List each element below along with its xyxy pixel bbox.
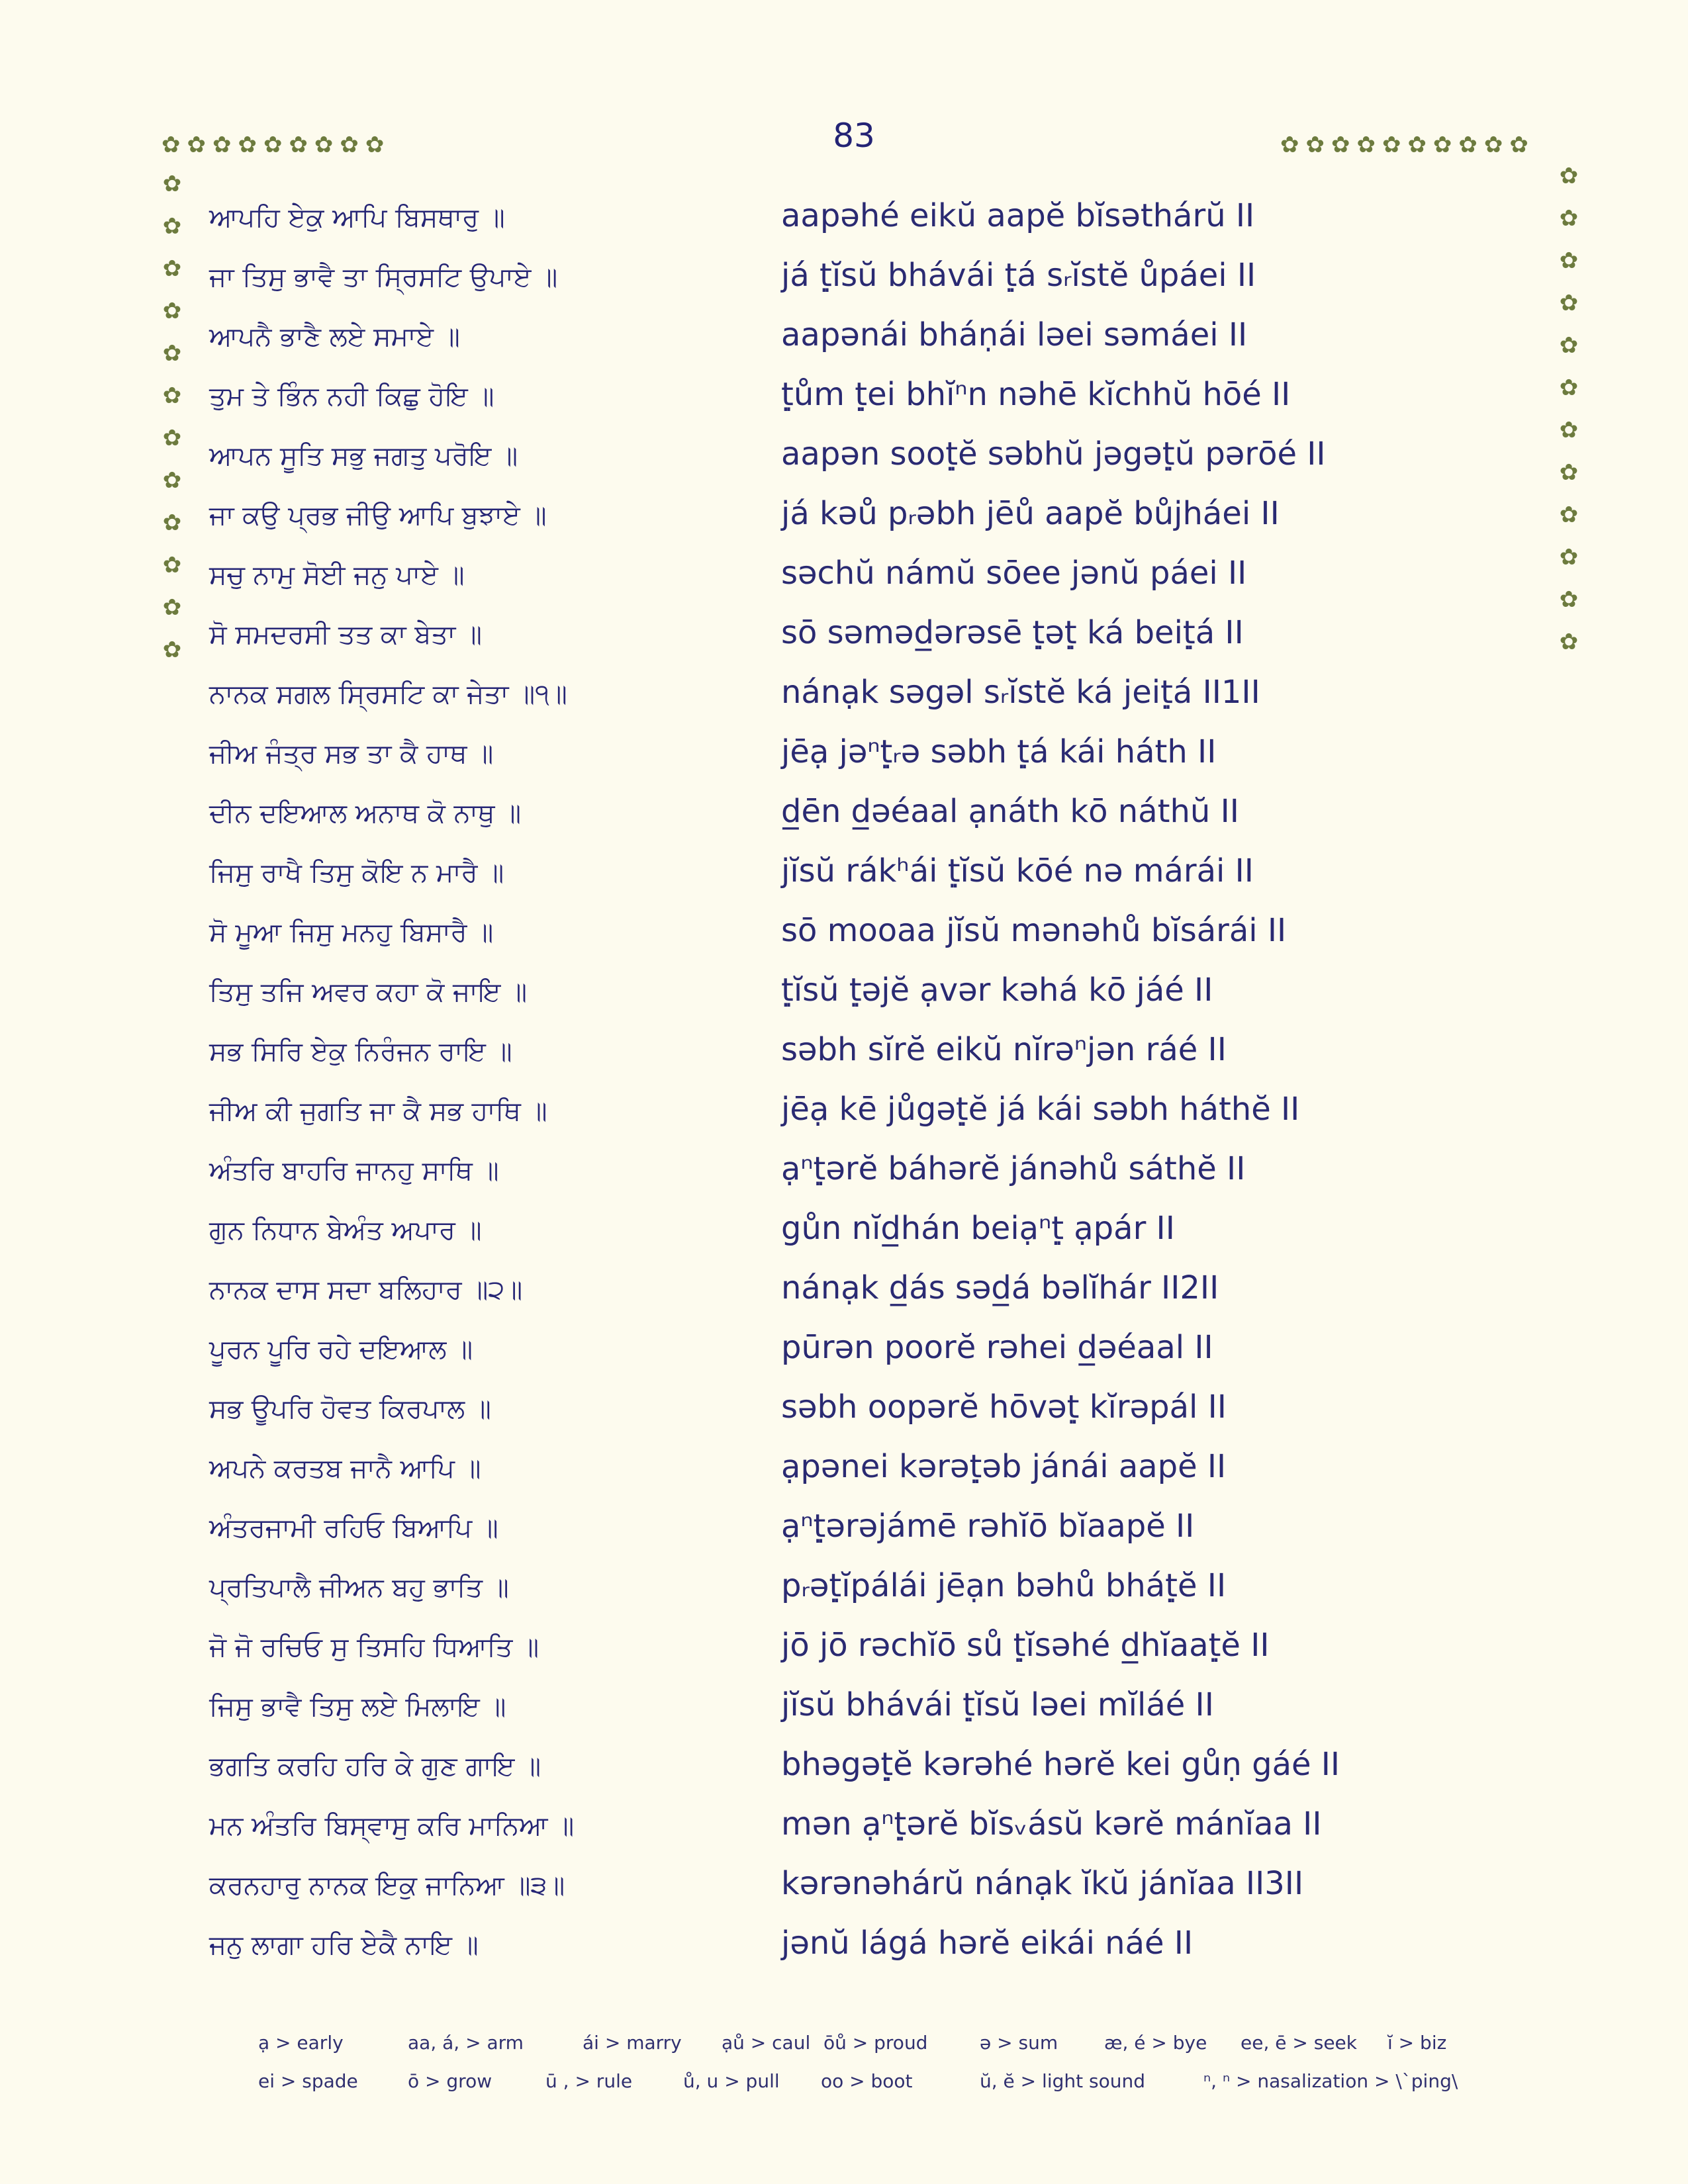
gurmukhi-line: ਜੋ ਜੋ ਰਚਿਓ ਸੁ ਤਿਸਹਿ ਧਿਆਤਿ ॥ xyxy=(209,1632,539,1662)
transliteration-line: səbh oopərĕ hōvəṭ̣ kĭrəpál II xyxy=(781,1388,1227,1426)
transliteration-line: səchŭ námŭ sōee jənŭ páei II xyxy=(781,555,1247,592)
gurmukhi-line: ਤੁਮ ਤੇ ਭਿੰਨ ਨਹੀ ਕਿਛੁ ਹੋਇ ॥ xyxy=(209,381,494,412)
transliteration-line: aapəhé eikŭ aapĕ bĭsəthárŭ II xyxy=(781,197,1255,234)
transliteration-line: d̲ēn d̲əéaal ạnáth kō náthŭ II xyxy=(781,793,1239,830)
transliteration-line: já kəů pᵣəbh jēů aapĕ bůjháei II xyxy=(781,495,1280,532)
verse-row xyxy=(0,1686,1688,1746)
gurmukhi-line: ਅੰਤਰਜਾਮੀ ਰਹਿਓ ਬਿਆਪਿ ॥ xyxy=(209,1513,498,1543)
flower-icon: ✿ xyxy=(162,594,182,621)
verse-row xyxy=(0,555,1688,614)
legend-item: ạů > caul xyxy=(722,2032,811,2054)
verse-row xyxy=(0,1508,1688,1567)
gurmukhi-line: ਪ੍ਰਤਿਪਾਲੈ ਜੀਅਨ ਬਹੁ ਭਾਤਿ ॥ xyxy=(209,1572,509,1603)
verse-row xyxy=(0,1746,1688,1805)
legend-item: ŭ, ĕ > light sound xyxy=(980,2070,1145,2092)
flower-icon: ✿ xyxy=(162,467,182,494)
transliteration-line: ṭ̣ĭsŭ ṭ̣əjĕ ạvər kəhá kō jáé II xyxy=(781,972,1213,1009)
legend-item: ái > marry xyxy=(583,2032,682,2054)
gurmukhi-line: ਆਪਨੈ ਭਾਣੈ ਲਏ ਸਮਾਏ ॥ xyxy=(209,322,460,352)
transliteration-line: jĭsŭ rákʰái ṭ̣ĭsŭ kōé nə márái II xyxy=(781,852,1254,889)
verse-row xyxy=(0,376,1688,435)
gurmukhi-line: ਮਨ ਅੰਤਰਿ ਬਿਸ੍ਵਾਸੁ ਕਰਿ ਮਾਨਿਆ ॥ xyxy=(209,1811,575,1841)
verse-row xyxy=(0,1925,1688,1984)
transliteration-line: kərənəhárŭ nánạk ĭkŭ jánĭaa II3II xyxy=(781,1865,1304,1902)
flower-icon: ✿ xyxy=(162,637,182,663)
legend-item: ū , > rule xyxy=(545,2070,633,2092)
verse-row xyxy=(0,1805,1688,1865)
legend-item: ōů > proud xyxy=(823,2032,928,2054)
gurmukhi-line: ਭਗਤਿ ਕਰਹਿ ਹਰਿ ਕੇ ਗੁਣ ਗਾਇ ॥ xyxy=(209,1751,541,1782)
gurmukhi-line: ਸੋ ਸਮਦਰਸੀ ਤਤ ਕਾ ਬੇਤਾ ॥ xyxy=(209,619,483,650)
flower-icon: ✿ xyxy=(1559,205,1579,232)
transliteration-line: pūrən poorĕ rəhei d̲əéaal II xyxy=(781,1329,1213,1366)
verse-row xyxy=(0,1567,1688,1627)
transliteration-line: já ṭ̣ĭsŭ bhávái ṭ̣á sᵣĭstĕ ůpáei II xyxy=(781,257,1256,294)
transliteration-line: gůn nĭd̲hán beiạⁿṭ̣ ạpár II xyxy=(781,1210,1175,1247)
transliteration-line: ạpənei kərəṭ̣əb jánái aapĕ II xyxy=(781,1448,1227,1485)
verse-row xyxy=(0,614,1688,674)
verse-row xyxy=(0,197,1688,257)
verse-row xyxy=(0,1031,1688,1091)
verse-row xyxy=(0,1329,1688,1388)
transliteration-line: səbh sĭrĕ eikŭ nĭrəⁿjən ráé II xyxy=(781,1031,1227,1068)
transliteration-line: jēạ kē jůgəṭ̣ĕ já kái səbh háthĕ II xyxy=(781,1091,1300,1128)
transliteration-line: aapən sooṭ̣ĕ səbhŭ jəgəṭ̣ŭ pərōé II xyxy=(781,435,1326,473)
verse-row xyxy=(0,1865,1688,1925)
gurmukhi-line: ਜਿਸੁ ਰਾਖੈ ਤਿਸੁ ਕੋਇ ਨ ਮਾਰੈ ॥ xyxy=(209,858,504,888)
transliteration-line: nánạk səgəl sᵣĭstĕ ká jeiṭ̣á II1II xyxy=(781,674,1260,711)
flower-icon: ✿ xyxy=(1559,417,1579,443)
verse-row xyxy=(0,257,1688,316)
legend-item: ə > sum xyxy=(980,2032,1058,2054)
verse-row xyxy=(0,1210,1688,1269)
verse-row xyxy=(0,1627,1688,1686)
verse-row xyxy=(0,316,1688,376)
gurmukhi-line: ਅਪਨੇ ਕਰਤਬ ਜਾਨੈ ਆਪਿ ॥ xyxy=(209,1453,481,1484)
legend-row xyxy=(258,2070,1516,2109)
verse-row xyxy=(0,852,1688,912)
verse-row xyxy=(0,972,1688,1031)
flower-icon: ✿ xyxy=(162,298,182,324)
flower-icon: ✿ xyxy=(162,510,182,536)
flower-icon: ✿ xyxy=(1559,502,1579,528)
transliteration-line: ṭ̣ům ṭ̣ei bhĭⁿn nəhē kĭchhŭ hōé II xyxy=(781,376,1291,413)
legend-item: oo > boot xyxy=(821,2070,913,2092)
transliteration-line: ạⁿṭ̣ərĕ báhərĕ jánəhů sáthĕ II xyxy=(781,1150,1246,1187)
verse-row xyxy=(0,435,1688,495)
verse-row xyxy=(0,1388,1688,1448)
transliteration-line: mən ạⁿṭ̣ərĕ bĭsᵥásŭ kərĕ mánĭaa II xyxy=(781,1805,1322,1843)
flower-icon: ✿ xyxy=(1559,459,1579,486)
verse-row xyxy=(0,1448,1688,1508)
legend-item: ů, u > pull xyxy=(683,2070,780,2092)
verse-row xyxy=(0,1269,1688,1329)
transliteration-line: aapənái bháṇái ləei səmáei II xyxy=(781,316,1248,353)
flower-icon: ✿ xyxy=(162,255,182,282)
gurmukhi-line: ਦੀਨ ਦਇਆਲ ਅਨਾਥ ਕੋ ਨਾਥੁ ॥ xyxy=(209,798,522,829)
gurmukhi-line: ਨਾਨਕ ਸਗਲ ਸ੍ਰਿਸਟਿ ਕਾ ਜੇਤਾ ॥੧॥ xyxy=(209,679,567,709)
gurmukhi-line: ਸਭ ਸਿਰਿ ਏਕੁ ਨਿਰੰਜਨ ਰਾਇ ॥ xyxy=(209,1036,512,1067)
top-left-ornament xyxy=(162,134,391,156)
verse-row xyxy=(0,1150,1688,1210)
legend-item: ĭ > biz xyxy=(1387,2032,1447,2054)
flower-icon: ✿ xyxy=(1559,586,1579,613)
flower-icon: ✿ xyxy=(1559,375,1579,401)
flower-icon: ✿ xyxy=(1559,248,1579,274)
gurmukhi-line: ਤਿਸੁ ਤਜਿ ਅਵਰ ਕਹਾ ਕੋ ਜਾਇ ॥ xyxy=(209,977,528,1007)
flower-icon: ✿ xyxy=(1559,332,1579,359)
verse-row xyxy=(0,912,1688,972)
flower-icon: ✿✿✿✿✿✿✿✿✿✿ xyxy=(1280,132,1535,158)
gurmukhi-line: ਕਰਨਹਾਰੁ ਨਾਨਕ ਇਕੁ ਜਾਨਿਆ ॥੩॥ xyxy=(209,1870,565,1901)
legend-item: ạ > early xyxy=(258,2032,344,2054)
gurmukhi-line: ਜਿਸੁ ਭਾਵੈ ਤਿਸੁ ਲਏ ਮਿਲਾਇ ॥ xyxy=(209,1692,506,1722)
flower-icon: ✿ xyxy=(162,425,182,451)
legend-item: aa, á, > arm xyxy=(408,2032,524,2054)
transliteration-line: pᵣəṭ̣ĭpálái jēạn bəhů bháṭ̣ĕ II xyxy=(781,1567,1227,1604)
page-number: 83 xyxy=(833,116,875,155)
legend-item: ee, ē > seek xyxy=(1241,2032,1357,2054)
gurmukhi-line: ਜੀਅ ਕੀ ਜੁਗਤਿ ਜਾ ਕੈ ਸਭ ਹਾਥਿ ॥ xyxy=(209,1096,547,1126)
gurmukhi-line: ਆਪਹਿ ਏਕੁ ਆਪਿ ਬਿਸਥਾਰੁ ॥ xyxy=(209,203,505,233)
gurmukhi-line: ਸਚੁ ਨਾਮੁ ਸੋਈ ਜਨੁ ਪਾਏ ॥ xyxy=(209,560,465,590)
transliteration-line: jənŭ lágá hərĕ eikái náé II xyxy=(781,1925,1194,1962)
legend-item: æ, é > bye xyxy=(1104,2032,1207,2054)
transliteration-line: jō jō rəchĭō sů ṭ̣ĭsəhé d̲hĭaaṭ̣ĕ II xyxy=(781,1627,1270,1664)
legend-row xyxy=(258,2032,1516,2070)
gurmukhi-line: ਜੀਅ ਜੰਤ੍ਰ ਸਭ ਤਾ ਕੈ ਹਾਥ ॥ xyxy=(209,739,494,769)
gurmukhi-line: ਪੂਰਨ ਪੂਰਿ ਰਹੇ ਦਇਆਲ ॥ xyxy=(209,1334,473,1365)
legend-item: ō > grow xyxy=(408,2070,492,2092)
flower-icon: ✿ xyxy=(1559,544,1579,570)
verse-row xyxy=(0,1091,1688,1150)
flower-icon: ✿ xyxy=(162,213,182,240)
legend-item: ⁿ, ⁿ > nasalization > \`ping\ xyxy=(1203,2070,1458,2092)
gurmukhi-line: ਅੰਤਰਿ ਬਾਹਰਿ ਜਾਨਹੁ ਸਾਥਿ ॥ xyxy=(209,1156,499,1186)
verse-row xyxy=(0,733,1688,793)
gurmukhi-line: ਜਨੁ ਲਾਗਾ ਹਰਿ ਏਕੈ ਨਾਇ ॥ xyxy=(209,1930,479,1960)
gurmukhi-line: ਗੁਨ ਨਿਧਾਨ ਬੇਅੰਤ ਅਪਾਰ ॥ xyxy=(209,1215,482,1246)
gurmukhi-line: ਸੋ ਮੂਆ ਜਿਸੁ ਮਨਹੁ ਬਿਸਾਰੈ ॥ xyxy=(209,917,494,948)
transliteration-line: jēạ jəⁿṭ̣ᵣə səbh ṭ̣á kái háth II xyxy=(781,733,1217,770)
verse-row xyxy=(0,793,1688,852)
transliteration-line: nánạk d̲ás səd̲á bəlĭhár II2II xyxy=(781,1269,1219,1306)
flower-icon: ✿ xyxy=(162,383,182,409)
flower-icon: ✿ xyxy=(1559,163,1579,189)
pronunciation-legend xyxy=(258,2032,1516,2109)
flower-icon: ✿ xyxy=(162,552,182,578)
transliteration-line: sō səməd̲ərəsē ṭ̣əṭ̣ ká beiṭ̣á II xyxy=(781,614,1244,651)
transliteration-line: ạⁿṭ̣ərəjámē rəhĭō bĭaapĕ II xyxy=(781,1508,1195,1545)
gurmukhi-line: ਨਾਨਕ ਦਾਸ ਸਦਾ ਬਲਿਹਾਰ ॥੨॥ xyxy=(209,1275,523,1305)
verse-row xyxy=(0,495,1688,555)
gurmukhi-line: ਆਪਨ ਸੂਤਿ ਸਭੁ ਜਗਤੁ ਪਰੋਇ ॥ xyxy=(209,441,518,471)
verse-list xyxy=(0,197,1688,1984)
flower-icon: ✿✿✿✿✿✿✿✿✿ xyxy=(162,132,391,158)
transliteration-line: bhəgəṭ̣ĕ kərəhé hərĕ kei gůṇ gáé II xyxy=(781,1746,1340,1783)
flower-icon: ✿ xyxy=(1559,629,1579,655)
top-right-ornament xyxy=(1280,134,1535,156)
flower-icon: ✿ xyxy=(1559,290,1579,316)
transliteration-line: sō mooaa jĭsŭ mənəhů bĭsárái II xyxy=(781,912,1287,949)
verse-row xyxy=(0,674,1688,733)
gurmukhi-line: ਜਾ ਕਉ ਪ੍ਰਭ ਜੀਉ ਆਪਿ ਬੁਝਾਏ ॥ xyxy=(209,500,547,531)
transliteration-line: jĭsŭ bhávái ṭ̣ĭsŭ ləei mĭláé II xyxy=(781,1686,1214,1723)
gurmukhi-line: ਜਾ ਤਿਸੁ ਭਾਵੈ ਤਾ ਸ੍ਰਿਸਟਿ ਉਪਾਏ ॥ xyxy=(209,262,558,293)
flower-icon: ✿ xyxy=(162,171,182,197)
gurmukhi-line: ਸਭ ਊਪਰਿ ਹੋਵਤ ਕਿਰਪਾਲ ॥ xyxy=(209,1394,491,1424)
flower-icon: ✿ xyxy=(162,340,182,367)
legend-item: ei > spade xyxy=(258,2070,358,2092)
